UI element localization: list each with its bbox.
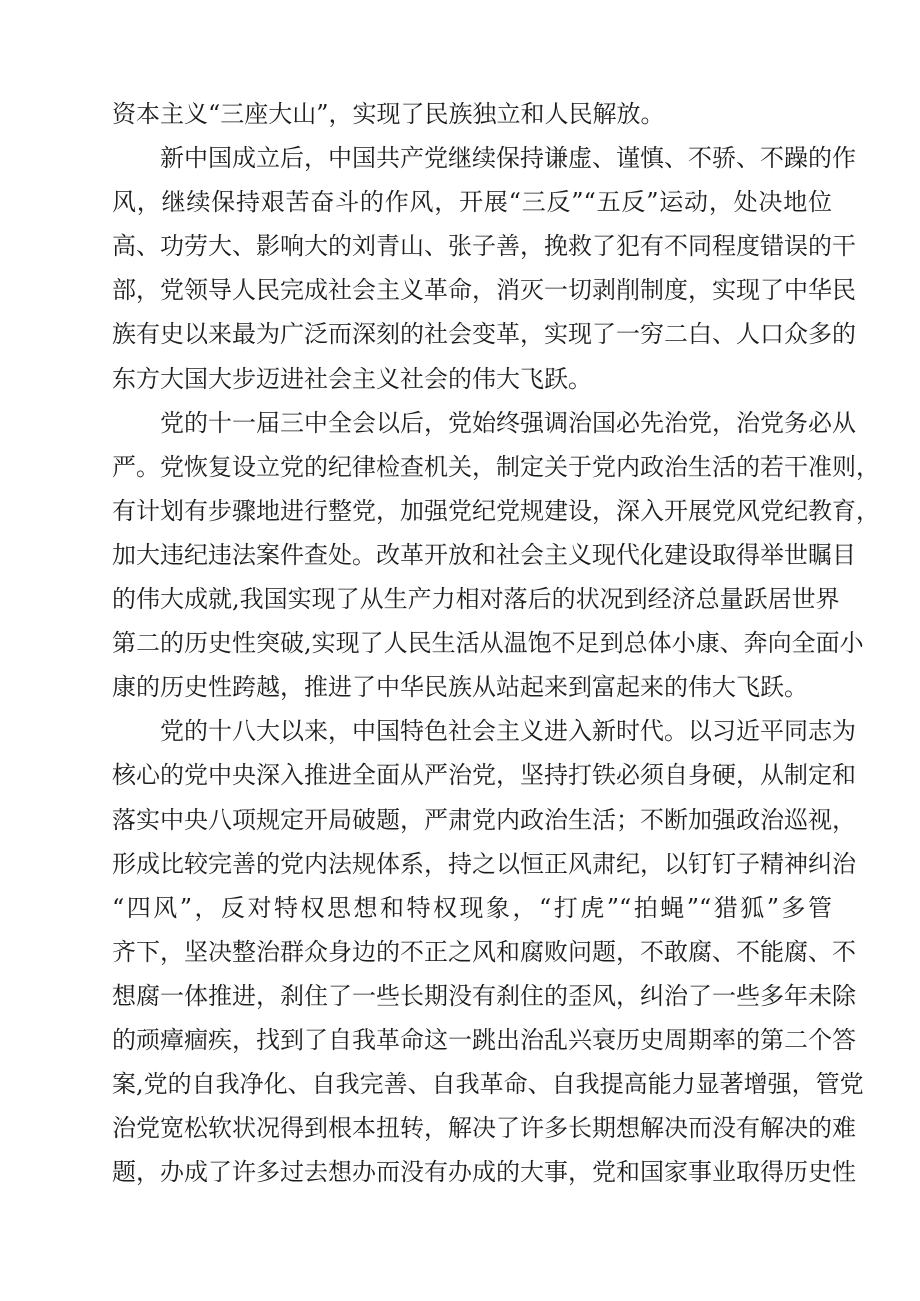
- text-line: 的顽瘴痼疾，找到了自我革命这一跳出治乱兴衰历史周期率的第二个答: [112, 1025, 856, 1054]
- text-line: 想腐一体推进，刹住了一些长期没有刹住的歪风，纠治了一些多年未除: [112, 981, 856, 1010]
- text-line: 风，继续保持艰苦奋斗的作风，开展“三反”“五反”运动，处决地位: [112, 188, 832, 217]
- text-line: 康的历史性跨越，推进了中华民族从站起来到富起来的伟大飞跃。: [112, 673, 808, 702]
- text-line: “四风”，反对特权思想和特权现象，“打虎”“拍蝇”“猎狐”多管: [112, 893, 832, 922]
- text-line: 核心的党中央深入推进全面从严治党，坚持打铁必须自身硬，从制定和: [112, 761, 856, 790]
- text-line: 有计划有步骤地进行整党，加强党纪党规建设，深入开展党风党纪教育，: [112, 496, 880, 525]
- text-line: 严。党恢复设立党的纪律检查机关，制定关于党内政治生活的若干准则，: [112, 452, 880, 481]
- text-line: 的伟大成就,我国实现了从生产力相对落后的状况到经济总量跃居世界: [112, 585, 840, 614]
- text-line: 资本主义“三座大山”，实现了民族独立和人民解放。: [112, 100, 665, 128]
- paragraph-first-line: 党的十一届三中全会以后，党始终强调治国必先治党，治党务必从: [160, 408, 856, 437]
- text-line: 加大违纪违法案件查处。改革开放和社会主义现代化建设取得举世瞩目: [112, 540, 856, 569]
- text-line: 齐下，坚决整治群众身边的不正之风和腐败问题，不敢腐、不能腐、不: [112, 937, 856, 966]
- text-line: 案,党的自我净化、自我完善、自我革命、自我提高能力显著增强，管党: [112, 1070, 864, 1099]
- text-line: 形成比较完善的党内法规体系，持之以恒正风肃纪，以钉钉子精神纠治: [112, 849, 856, 878]
- text-line: 落实中央八项规定开局破题，严肃党内政治生活；不断加强政治巡视，: [112, 805, 856, 834]
- text-line: 高、功劳大、影响大的刘青山、张子善，挽救了犯有不同程度错误的干: [112, 232, 856, 261]
- text-line: 东方大国大步迈进社会主义社会的伟大飞跃。: [112, 364, 592, 393]
- text-line: 题，办成了许多过去想办而没有办成的大事，党和国家事业取得历史性: [112, 1158, 856, 1187]
- text-line: 族有史以来最为广泛而深刻的社会变革，实现了一穷二白、人口众多的: [112, 320, 856, 349]
- text-line: 治党宽松软状况得到根本扭转，解决了许多长期想解决而没有解决的难: [112, 1114, 856, 1143]
- paragraph-first-line: 新中国成立后，中国共产党继续保持谦虚、谨慎、不骄、不躁的作: [160, 144, 856, 173]
- body-text: [112, 92, 880, 1194]
- paragraph-first-line: 党的十八大以来，中国特色社会主义进入新时代。以习近平同志为: [160, 717, 856, 746]
- text-line: 第二的历史性突破,实现了人民生活从温饱不足到总体小康、奔向全面小: [112, 629, 864, 658]
- text-line: 部，党领导人民完成社会主义革命，消灭一切剥削制度，实现了中华民: [112, 276, 856, 305]
